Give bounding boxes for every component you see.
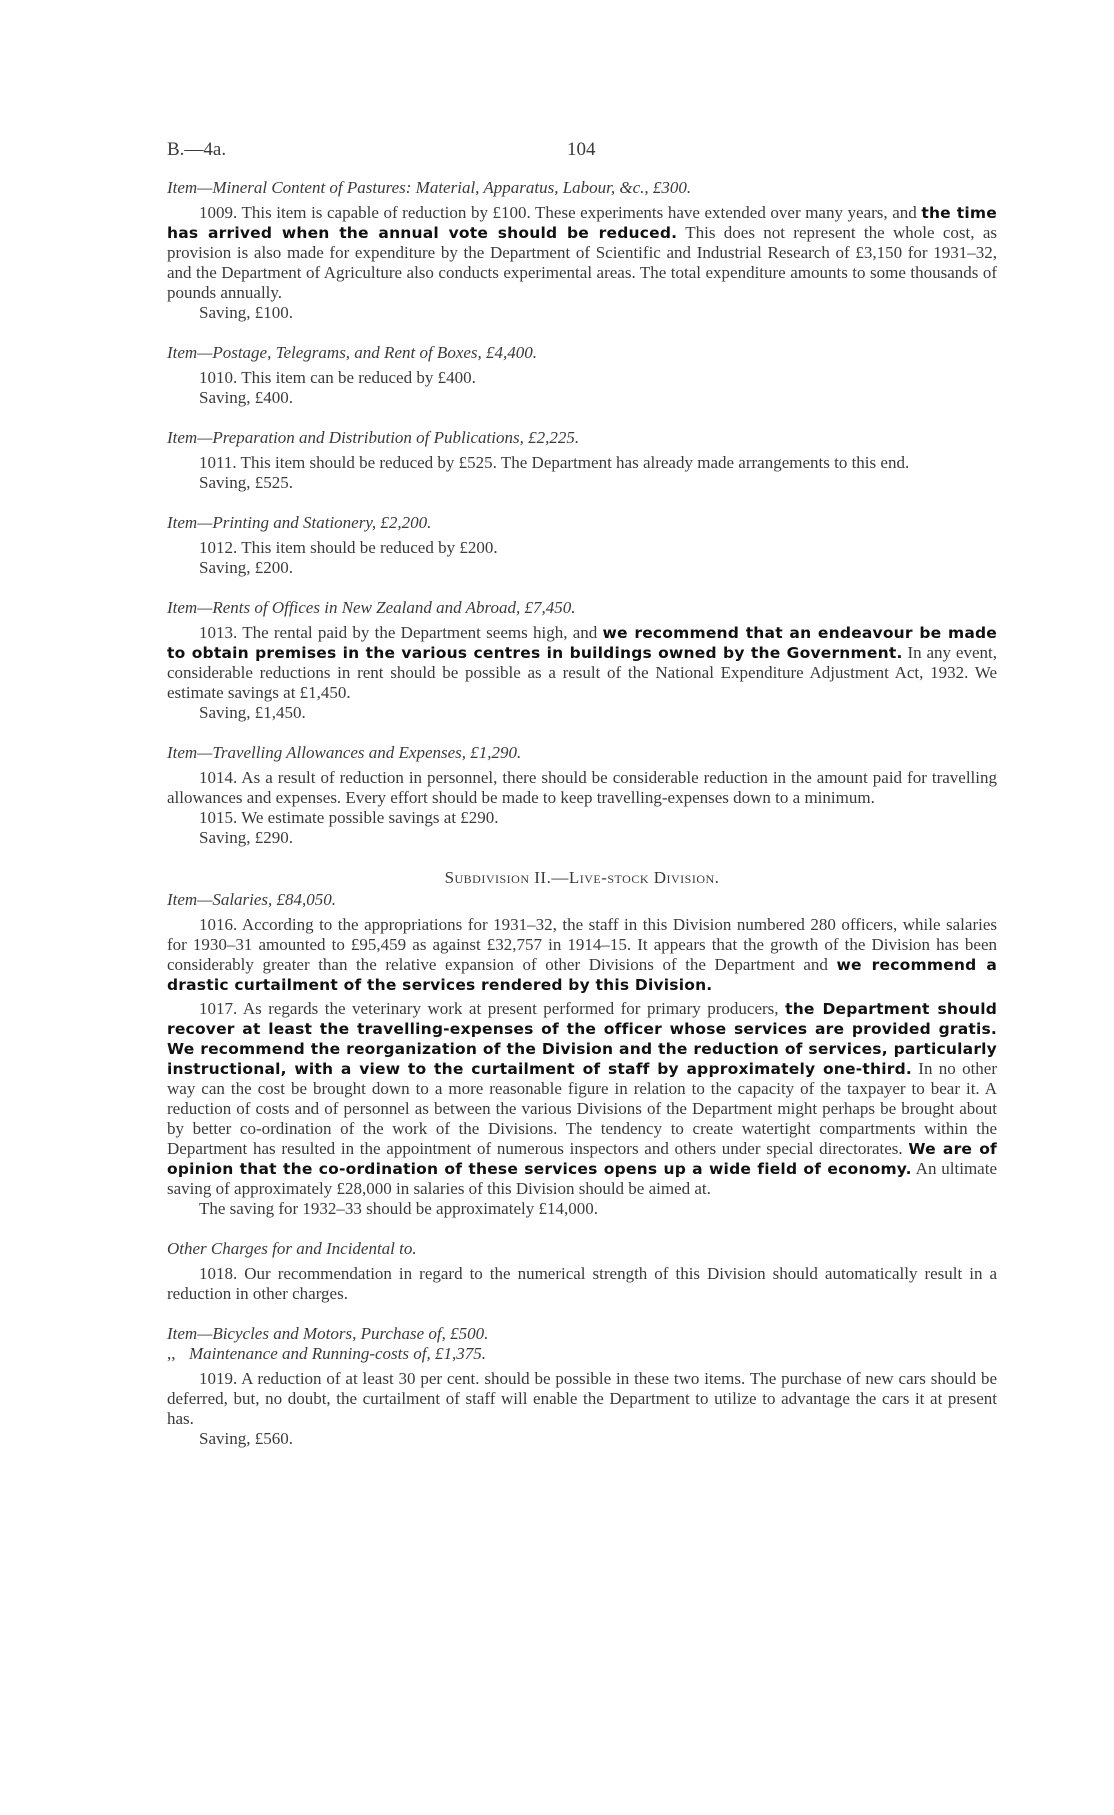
section-bicycles-motors xyxy=(167,1324,997,1449)
emphasis-text: we recommend that an endeavour be made to obtain premises in the various centres in buildings owned by the Government. xyxy=(167,624,997,662)
item-heading: Item—Rents of Offices in New Zealand and Abroad, £7,450. xyxy=(167,598,576,617)
section-salaries xyxy=(167,890,997,1219)
emphasis-text: the time has arrived when the annual vote should be reduced. xyxy=(167,204,997,242)
paragraph-text: In no other way can the cost be brought down to a more reasonable figure in relation to the capacity of the taxpayer to bear it. A reduction of costs and of personnel as between the various Divisions of the Department might perhaps be brought about by better co-ordination of the work of the Divisions. The tendency to create watertight compartments within the Department has resulted in the appointment of numerous inspectors and others under special directorates. xyxy=(167,1059,997,1158)
paragraph-text: 1013. The rental paid by the Department seems high, and xyxy=(199,623,603,642)
paragraph-saving-summary: The saving for 1932–33 should be approximately £14,000. xyxy=(199,1199,598,1218)
document-page xyxy=(167,140,997,1469)
saving-line: Saving, £1,450. xyxy=(199,703,306,722)
section-other-charges xyxy=(167,1239,997,1304)
saving-line: Saving, £290. xyxy=(199,828,293,847)
page-header xyxy=(167,140,997,162)
section-printing xyxy=(167,513,997,578)
section-rents xyxy=(167,598,997,723)
paragraph-1016 xyxy=(167,915,997,995)
section-travelling xyxy=(167,743,997,848)
saving-line: Saving, £200. xyxy=(199,558,293,577)
item-heading: Item—Mineral Content of Pastures: Material, Apparatus, Labour, &c., £300. xyxy=(167,178,692,197)
paragraph-text: 1017. As regards the veterinary work at present performed for primary producers, xyxy=(199,999,786,1018)
saving-line: Saving, £400. xyxy=(199,388,293,407)
item-heading: Item—Printing and Stationery, £2,200. xyxy=(167,513,432,532)
paragraph-1019: 1019. A reduction of at least 30 per cent. should be possible in these two items. The purchase of new cars should be deferred, but, no doubt, the curtailment of staff will enable the Department to utilize to advantage the cars it at present has. xyxy=(167,1369,997,1428)
item-heading: Item—Bicycles and Motors, Purchase of, £500. xyxy=(167,1324,489,1343)
emphasis-text: We are of opinion that the co-ordination of these services opens up a wide field of economy. xyxy=(167,1140,997,1178)
item-heading: Item—Preparation and Distribution of Publications, £2,225. xyxy=(167,428,580,447)
item-heading: Other Charges for and Incidental to. xyxy=(167,1239,417,1258)
paragraph-text: In any event, considerable reductions in rent should be possible as a result of the National Expenditure Adjustment Act, 1932. We estimate savings at £1,450. xyxy=(167,643,997,702)
page-number: 104 xyxy=(567,139,596,160)
subdivision-heading: Subdivision II.—Live-stock Division. xyxy=(444,868,720,887)
saving-line: Saving, £560. xyxy=(199,1429,293,1448)
paragraph-1017 xyxy=(167,999,997,1199)
paragraph-text: This does not represent the whole cost, as provision is also made for expenditure by the Department of Scientific and Industrial Research of £3,150 for 1931–32, and the Department of Agriculture also conducts experimental areas. The total expenditure amounts to some thousands of pounds annually. xyxy=(167,223,997,302)
item-heading: Item—Salaries, £84,050. xyxy=(167,890,337,909)
paragraph-text: 1009. This item is capable of reduction by £100. These experiments have extended over many years, and xyxy=(199,203,922,222)
saving-line: Saving, £525. xyxy=(199,473,293,492)
item-heading: Item—Postage, Telegrams, and Rent of Boxes, £4,400. xyxy=(167,343,538,362)
paragraph-text: An ultimate saving of approximately £28,000 in salaries of this Division should be aimed at. xyxy=(167,1159,997,1198)
paragraph-1015: 1015. We estimate possible savings at £290. xyxy=(199,808,499,827)
paragraph-1010: 1010. This item can be reduced by £400. xyxy=(199,368,476,387)
item-heading: Item—Travelling Allowances and Expenses, £1,290. xyxy=(167,743,522,762)
emphasis-text: the Department should recover at least the travelling-expenses of the officer whose services are provided gratis. We recommend the reorganization of the Division and the reduction of services, particularly instructional, with a view to the curtailment of staff by approximately one-third. xyxy=(167,1000,997,1078)
paragraph-text: 1016. According to the appropriations for 1931–32, the staff in this Division numbered 280 officers, while salaries for 1930–31 amounted to £95,459 as against £32,757 in 1914–15. It appears that the growth of the Division has been considerably greater than the relative expansion of other Divisions of the Department and xyxy=(167,915,997,974)
section-postage xyxy=(167,343,997,408)
paragraph-1011: 1011. This item should be reduced by £525. The Department has already made arrangements to this end. xyxy=(199,453,910,472)
paragraph-1009 xyxy=(167,203,997,303)
ditto-mark: ,, xyxy=(167,1344,176,1363)
document-reference: B.—4a. xyxy=(167,139,227,160)
paragraph-1018: 1018. Our recommendation in regard to the numerical strength of this Division should automatically result in a reduction in other charges. xyxy=(167,1264,997,1303)
emphasis-text: we recommend a drastic curtailment of the services rendered by this Division. xyxy=(167,956,997,994)
paragraph-1012: 1012. This item should be reduced by £200. xyxy=(199,538,498,557)
section-publications xyxy=(167,428,997,493)
section-mineral-content xyxy=(167,178,997,323)
item-heading-text: Maintenance and Running-costs of, £1,375. xyxy=(189,1344,486,1363)
item-heading-continued xyxy=(167,1344,997,1364)
saving-line: Saving, £100. xyxy=(199,303,293,322)
paragraph-1014: 1014. As a result of reduction in personnel, there should be considerable reduction in the amount paid for travelling allowances and expenses. Every effort should be made to keep travelling-expenses down to a minimum. xyxy=(167,768,997,807)
paragraph-1013 xyxy=(167,623,997,703)
